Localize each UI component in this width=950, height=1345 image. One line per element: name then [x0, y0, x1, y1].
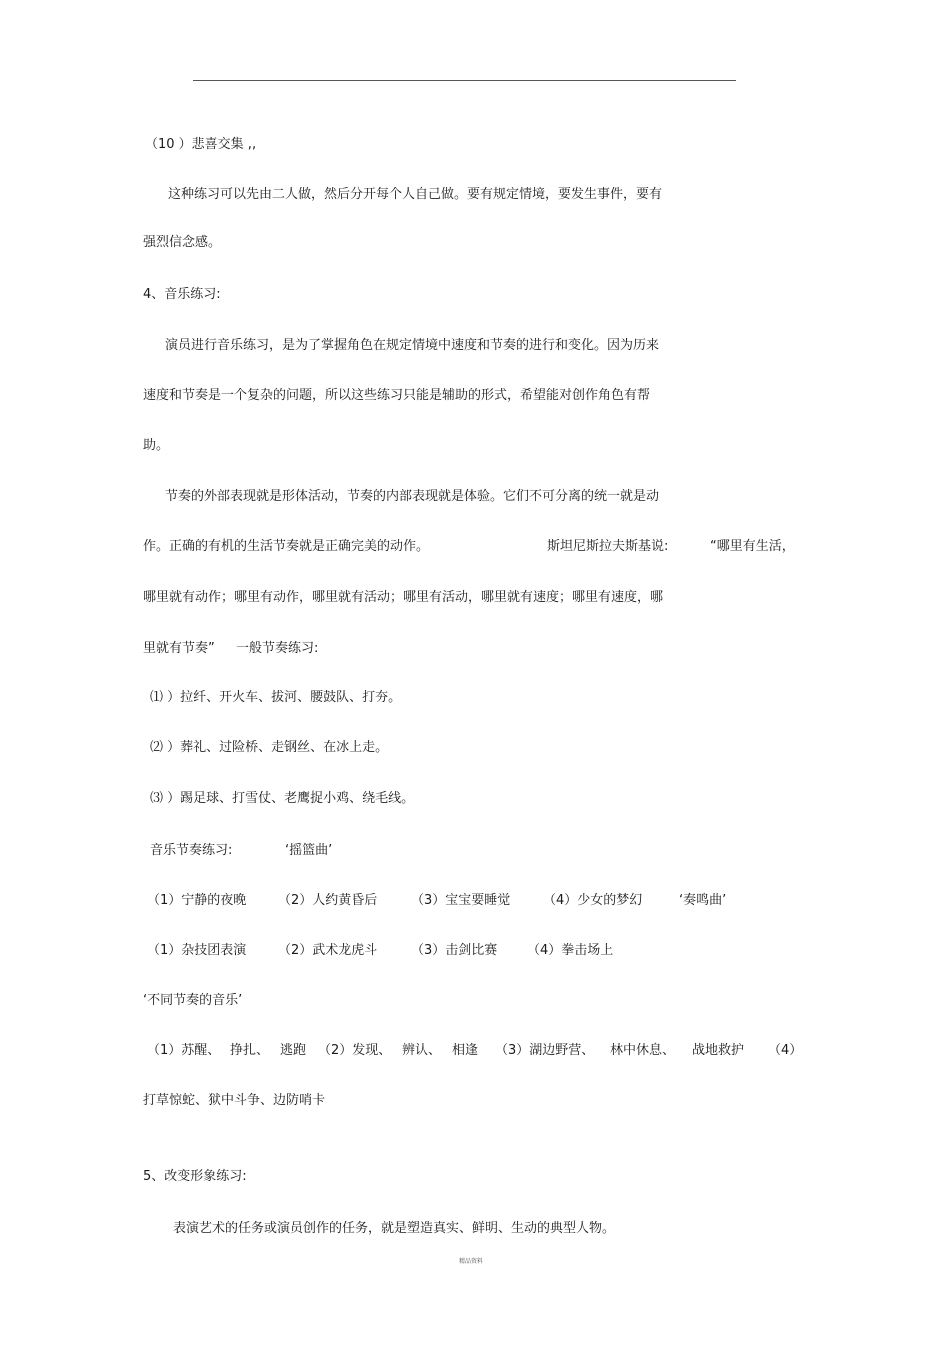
list-item: 逃跑: [280, 1043, 307, 1058]
list-item: （3）击剑比赛: [411, 943, 498, 958]
list-item: （4）: [768, 1043, 803, 1058]
list-item: （4）少女的梦幻: [543, 893, 643, 908]
list-item: ⑶ ）踢足球、打雪仗、老鹰捉小鸡、绕毛线。: [150, 791, 415, 806]
paragraph-line: 作。正确的有机的生活节奏就是正确完美的动作。: [143, 539, 430, 554]
list-item: 辨认、: [402, 1043, 442, 1058]
list-item: （2）发现、: [318, 1043, 392, 1058]
list-item-10: （10 ）悲喜交集 ,,: [145, 137, 257, 152]
paragraph-line: 一般节奏练习:: [236, 641, 319, 656]
section-heading-transform: 5、改变形象练习:: [143, 1169, 247, 1184]
paragraph-line: 哪里就有动作；哪里有动作，哪里就有活动；哪里有活动，哪里就有速度；哪里有速度，哪: [143, 590, 664, 605]
list-item: （4）拳击场上: [527, 943, 614, 958]
section-heading-music: 4、音乐练习:: [143, 287, 221, 302]
list-item: 相逢: [452, 1043, 479, 1058]
list-item: （2）武术龙虎斗: [278, 943, 378, 958]
paragraph-line: 这种练习可以先由二人做，然后分开每个人自己做。要有规定情境，要发生事件，要有: [168, 187, 663, 202]
paragraph-line: 斯坦尼斯拉夫斯基说:: [547, 539, 669, 554]
paragraph-line: 节奏的外部表现就是形体活动，节奏的内部表现就是体验。它们不可分离的统一就是动: [165, 489, 660, 504]
quote-text: “哪里有生活，: [710, 539, 795, 554]
list-item: （3）宝宝要睡觉: [411, 893, 511, 908]
paragraph-line: 速度和节奏是一个复杂的问题，所以这些练习只能是辅助的形式，希望能对创作角色有帮: [143, 388, 651, 403]
list-item: （1）苏醒、: [147, 1043, 221, 1058]
list-item: ⑵ ）葬礼、过险桥、走钢丝、在冰上走。: [150, 740, 389, 755]
list-item: （1）杂技团表演: [147, 943, 247, 958]
paragraph-line: 演员进行音乐练习，是为了掌握角色在规定情境中速度和节奏的进行和变化。因为历来: [165, 338, 660, 353]
list-item: 战地救护: [692, 1043, 745, 1058]
header-rule: [193, 80, 736, 81]
list-item: 挣扎、: [230, 1043, 270, 1058]
list-item: 打草惊蛇、狱中斗争、边防哨卡: [143, 1093, 326, 1108]
list-item: （3）湖边野营、: [495, 1043, 595, 1058]
subheading-title: ‘奏鸣曲’: [679, 893, 727, 908]
list-item: （2）人约黄昏后: [278, 893, 378, 908]
paragraph-line: 里就有节奏”: [143, 641, 215, 656]
subheading-title: ‘不同节奏的音乐’: [143, 993, 243, 1008]
subheading-title: ‘摇篮曲’: [285, 843, 333, 858]
paragraph-line: 强烈信念感。: [143, 235, 222, 250]
page-footer: 精品资料: [459, 1258, 484, 1265]
paragraph-line: 表演艺术的任务或演员创作的任务，就是塑造真实、鲜明、生动的典型人物。: [173, 1221, 616, 1236]
subheading: 音乐节奏练习:: [150, 843, 233, 858]
list-item: （1）宁静的夜晚: [147, 893, 247, 908]
list-item: 林中休息、: [610, 1043, 676, 1058]
list-item: ⑴ ）拉纤、开火车、拔河、腰鼓队、打夯。: [150, 690, 402, 705]
paragraph-line: 助。: [143, 438, 170, 453]
